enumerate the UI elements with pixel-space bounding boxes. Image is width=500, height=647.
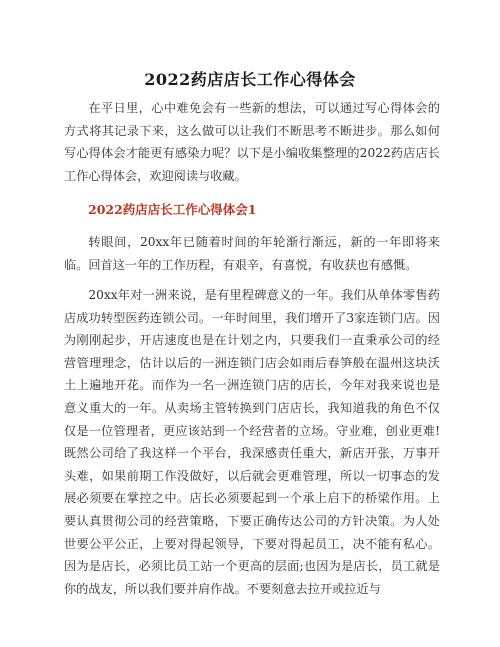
body-paragraph-2: 20xx年对一洲来说，是有里程碑意义的一年。我们从单体零售药店成功转型医药连锁公司。一年时间里，我们增开了3家连锁门店。因为刚刚起步，开店速度也是在计划之内，只要我们一直秉承公司的经营管理理念，估计以后的一洲连锁门店会如雨后春笋般在温州这块沃土上遍地开花。而作为一名一洲连锁门店的店长，今年对我来说也是意义重大的一年。从卖场主管转换到门店店长，我知道我的角色不仅仅是一位管理者，更应该站到一个经营者的立场。守业难，创业更难!既然公司给了我这样一个平台，我深感责任重大，新店开张，万事开头难，如果前期工作没做好，以后就会更难管理，所以一切事态的发展必须要在掌控之中。店长必须要起到一个承上启下的桥梁作用。上要认真贯彻公司的经营策略，下要正确传达公司的方针决策。为人处世要公平公正，上要对得起领导，下要对得起员工，决不能有私心。因为是店长，必须比员工站一个更高的层面;也因为是店长，员工就是你的战友，所以我们要并肩作战。不要刻意去拉开或拉近与 — [64, 288, 440, 596]
body-paragraph-1: 转眼间，20xx年已随着时间的年轮渐行渐远，新的一年即将来临。回首这一年的工作历程，有艰辛，有喜悦，有收获也有感慨。 — [64, 235, 440, 272]
document-title: 2022药店店长工作心得体会 — [144, 70, 356, 89]
intro-paragraph: 在平日里，心中难免会有一些新的想法，可以通过写心得体会的方式将其记录下来，这么做可以让我们不断思考不断进步。那么如何写心得体会才能更有感染力呢？以下是小编收集整理的2022药店店长工作心得体会，欢迎阅读与收藏。 — [64, 101, 440, 183]
section-heading: 2022药店店长工作心得体会1 — [88, 202, 257, 217]
